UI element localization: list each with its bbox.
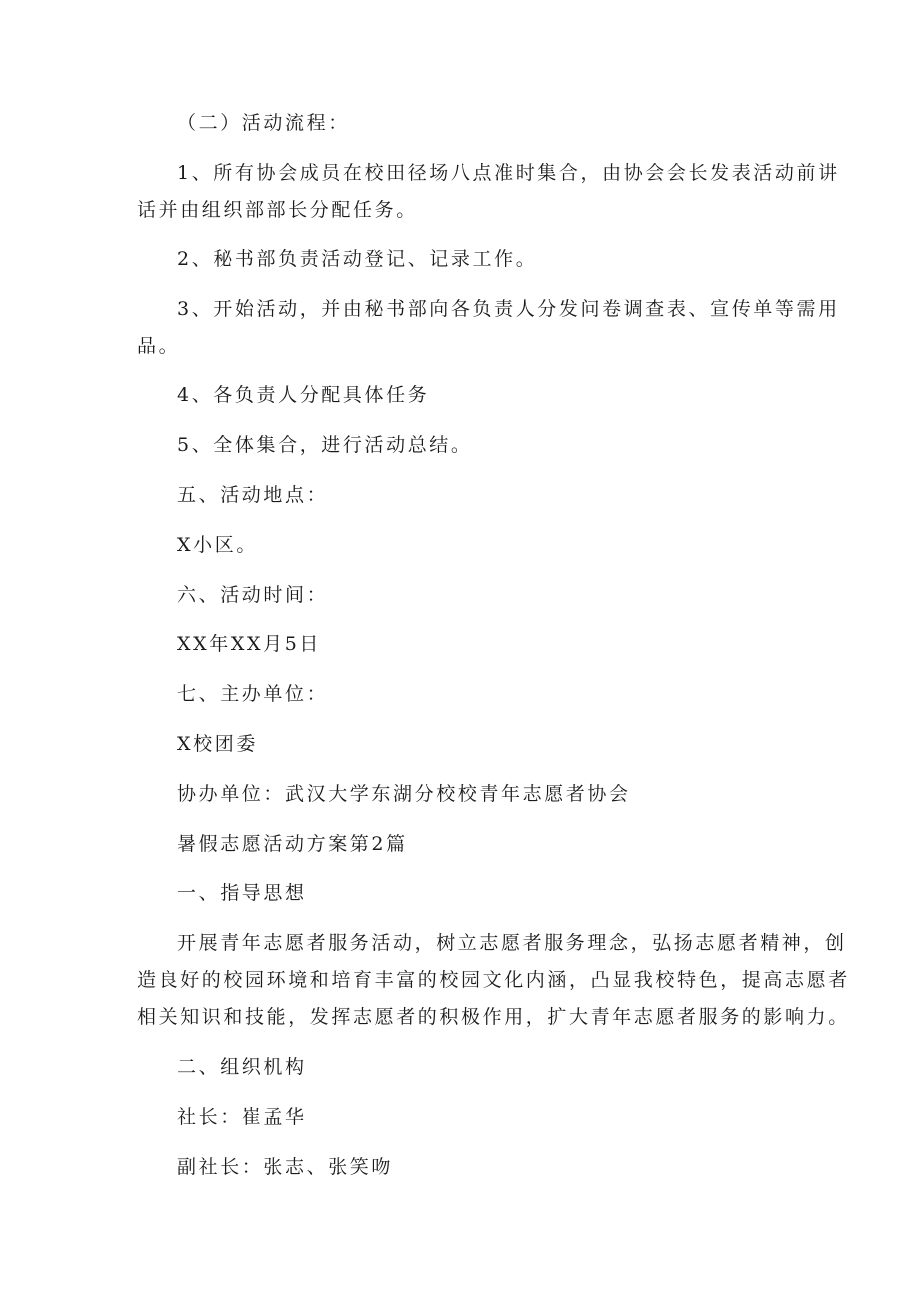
guiding-thought-line-1: 开展青年志愿者服务活动，树立志愿者服务理念，弘扬志愿者精神，创 <box>177 932 847 954</box>
location-value: X小区。 <box>177 534 258 556</box>
section-heading-location: 五、活动地点： <box>177 484 329 506</box>
section-heading-time: 六、活动时间： <box>177 584 329 606</box>
section-heading-guiding-thought: 一、指导思想 <box>177 882 307 904</box>
process-step-5: 5、全体集合，进行活动总结。 <box>177 434 473 456</box>
process-step-1-line-2: 话并由组织部部长分配任务。 <box>137 199 418 221</box>
guiding-thought-line-2: 造良好的校园环境和培育丰富的校园文化内涵，凸显我校特色，提高志愿者 <box>137 969 850 991</box>
article-title-part-2: 暑假志愿活动方案第2篇 <box>177 833 408 855</box>
time-value: XX年XX月5日 <box>177 633 321 655</box>
guiding-thought-line-3: 相关知识和技能，发挥志愿者的积极作用，扩大青年志愿者服务的影响力。 <box>137 1006 850 1028</box>
process-step-3-line-2: 品。 <box>137 335 181 357</box>
co-organizer: 协办单位：武汉大学东湖分校校青年志愿者协会 <box>177 783 631 805</box>
process-step-3-line-1: 3、开始活动，并由秘书部向各负责人分发问卷调查表、宣传单等需用 <box>177 298 840 320</box>
host-value: X校团委 <box>177 733 258 755</box>
section-heading-host: 七、主办单位： <box>177 683 329 705</box>
president-line: 社长：崔孟华 <box>177 1106 307 1128</box>
process-step-4: 4、各负责人分配具体任务 <box>177 384 430 406</box>
section-heading-organization: 二、组织机构 <box>177 1056 307 1078</box>
process-step-2: 2、秘书部负责活动登记、记录工作。 <box>177 248 538 270</box>
section-heading-activity-process: （二）活动流程： <box>177 112 350 134</box>
process-step-1-line-1: 1、所有协会成员在校田径场八点准时集合，由协会会长发表活动前讲 <box>177 162 840 184</box>
vice-president-line: 副社长：张志、张笑吻 <box>177 1156 394 1178</box>
